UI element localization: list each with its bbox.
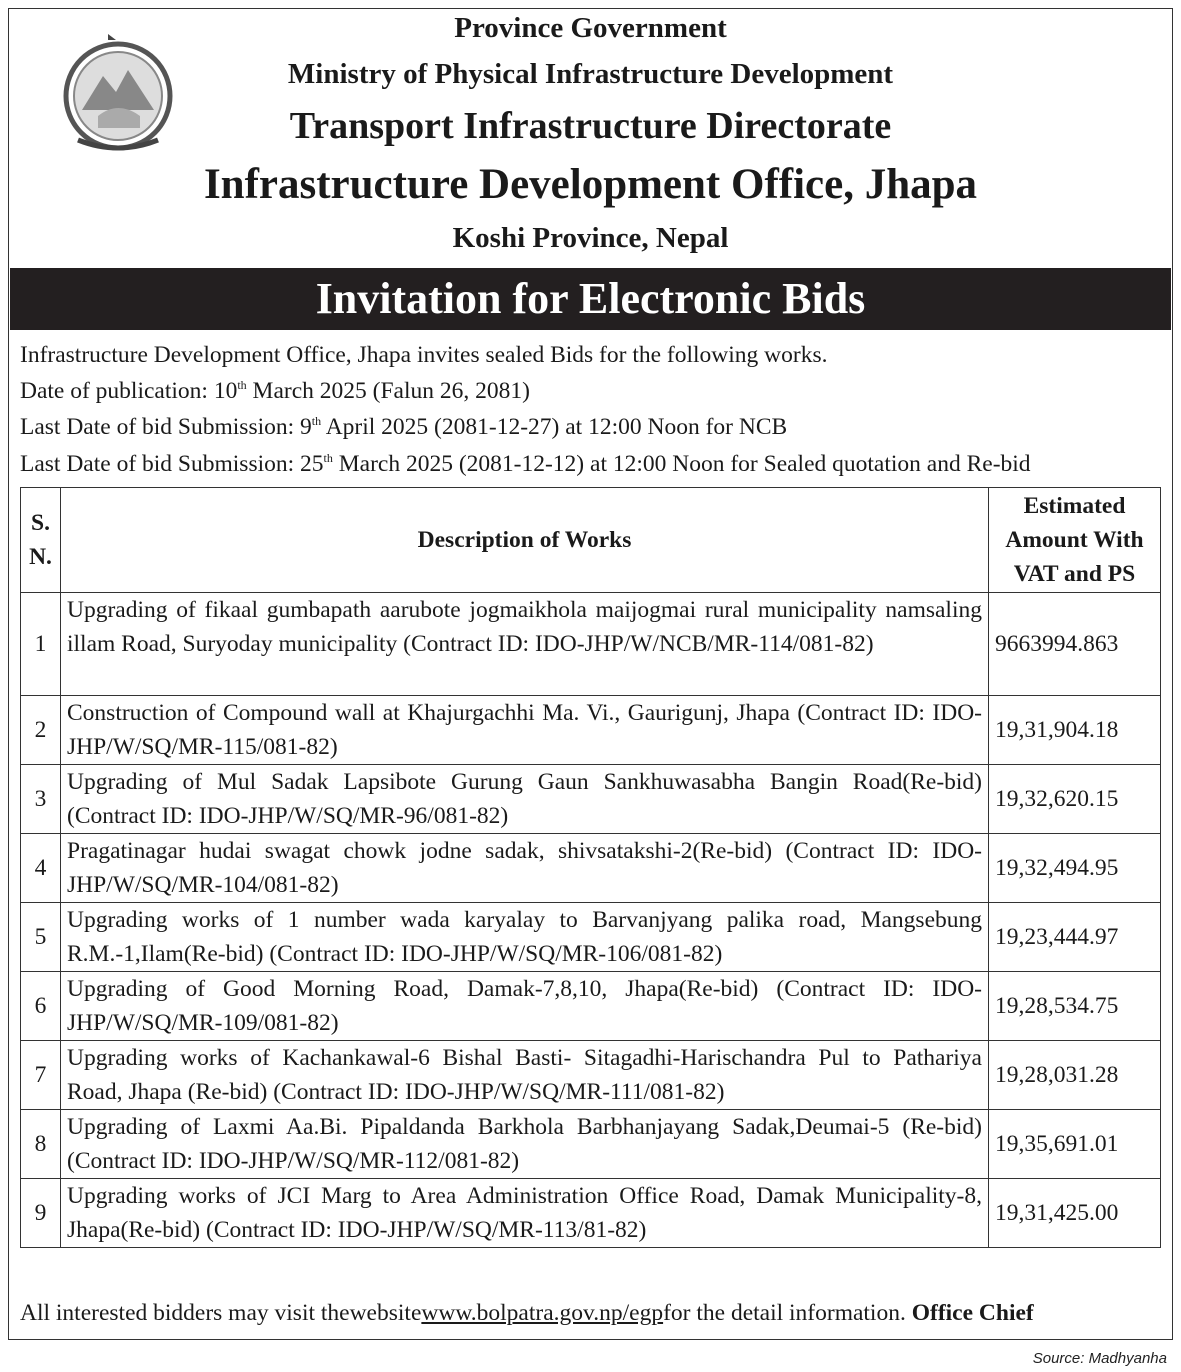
amount-header: Estimated Amount With VAT and PS (989, 488, 1161, 593)
row-sn: 3 (21, 765, 61, 834)
table-row (21, 765, 1161, 834)
row-sn: 4 (21, 834, 61, 903)
ncb-deadline-prefix: Last Date of bid Submission: 9 (20, 414, 312, 440)
row-description: Construction of Compound wall at Khajurgachhi Ma. Vi., Gaurigunj, Jhapa (Contract ID: IDO-JHP/W/SQ/MR-115/081-82) (61, 696, 989, 765)
header-province-government: Province Government (454, 12, 727, 44)
header-office: Infrastructure Development Office, Jhapa (203, 161, 978, 208)
row-amount: 19,31,425.00 (989, 1179, 1161, 1248)
publication-date-suffix: March 2025 (Falun 26, 2081) (246, 378, 530, 404)
row-amount: 19,32,494.95 (989, 834, 1161, 903)
row-description: Upgrading of Good Morning Road, Damak-7,8,10, Jhapa(Re-bid) (Contract ID: IDO-JHP/W/SQ/MR-109/081-82) (61, 972, 989, 1041)
footer-prefix: All interested bidders may visit thewebsite (20, 1300, 422, 1326)
sn-header: S. N. (21, 488, 61, 593)
table-row (21, 1041, 1161, 1110)
sq-deadline-ordinal: th (323, 451, 333, 465)
footer-note (20, 1300, 1034, 1327)
row-sn: 7 (21, 1041, 61, 1110)
row-sn: 6 (21, 972, 61, 1041)
table-row (21, 903, 1161, 972)
row-sn: 2 (21, 696, 61, 765)
row-description: Upgrading works of JCI Marg to Area Administration Office Road, Damak Municipality-8, Jhapa(Re-bid) (Contract ID: IDO-JHP/W/SQ/MR-113/81-82) (61, 1179, 989, 1248)
row-sn: 5 (21, 903, 61, 972)
publication-date-ordinal: th (237, 378, 247, 392)
row-amount: 19,31,904.18 (989, 696, 1161, 765)
row-amount: 19,32,620.15 (989, 765, 1161, 834)
row-description: Upgrading of Laxmi Aa.Bi. Pipaldanda Barkhola Barbhanjayang Sadak,Deumai-5 (Re-bid) (Contract ID: IDO-JHP/W/SQ/MR-112/081-82) (61, 1110, 989, 1179)
bids-table (20, 487, 1161, 1248)
sq-deadline (20, 451, 1031, 478)
row-description: Upgrading of Mul Sadak Lapsibote Gurung Gaun Sankhuwasabha Bangin Road(Re-bid) (Contract ID: IDO-JHP/W/SQ/MR-96/081-82) (61, 765, 989, 834)
office-chief-signature: Office Chief (911, 1300, 1034, 1326)
row-amount: 19,35,691.01 (989, 1110, 1161, 1179)
notice-title-banner: Invitation for Electronic Bids (10, 268, 1171, 330)
ncb-deadline (20, 414, 787, 441)
bolpatra-link[interactable]: www.bolpatra.gov.np/egp (421, 1300, 664, 1326)
table-row (21, 1110, 1161, 1179)
table-row (21, 834, 1161, 903)
header-directorate: Transport Infrastructure Directorate (289, 105, 892, 147)
table-row (21, 1179, 1161, 1248)
intro-invitation: Infrastructure Development Office, Jhapa invites sealed Bids for the following works. (20, 342, 828, 368)
ncb-deadline-ordinal: th (311, 414, 322, 428)
row-description: Upgrading works of 1 number wada karyalay to Barvanjyang palika road, Mangsebung R.M.-1,Ilam(Re-bid) (Contract ID: IDO-JHP/W/SQ/MR-106/081-82) (61, 903, 989, 972)
row-sn: 1 (21, 593, 61, 696)
publication-date (20, 378, 530, 405)
row-amount: 19,28,031.28 (989, 1041, 1161, 1110)
row-description: Upgrading of fikaal gumbapath aarubote jogmaikhola maijogmai rural municipality namsaling illam Road, Suryoday municipality (Contract ID: IDO-JHP/W/NCB/MR-114/081-82) (61, 593, 989, 696)
ncb-deadline-suffix: April 2025 (2081-12-27) at 12:00 Noon for NCB (321, 414, 788, 440)
table-header-row (21, 488, 1161, 593)
table-row (21, 696, 1161, 765)
row-sn: 9 (21, 1179, 61, 1248)
description-header: Description of Works (61, 488, 989, 593)
row-amount: 19,23,444.97 (989, 903, 1161, 972)
table-row (21, 972, 1161, 1041)
sq-deadline-suffix: March 2025 (2081-12-12) at 12:00 Noon for Sealed quotation and Re-bid (332, 451, 1031, 477)
row-amount: 9663994.863 (989, 593, 1161, 696)
footer-suffix: for the detail information. (663, 1300, 912, 1326)
table-row (21, 593, 1161, 696)
publication-date-prefix: Date of publication: 10 (20, 378, 238, 404)
sq-deadline-prefix: Last Date of bid Submission: 25 (20, 451, 324, 477)
row-description: Upgrading works of Kachankawal-6 Bishal Basti- Sitagadhi-Harischandra Pul to Pathariya Road, Jhapa (Re-bid) (Contract ID: IDO-JHP/W/SQ/MR-111/081-82) (61, 1041, 989, 1110)
row-description: Pragatinagar hudai swagat chowk jodne sadak, shivsatakshi-2(Re-bid) (Contract ID: IDO-JHP/W/SQ/MR-104/081-82) (61, 834, 989, 903)
row-amount: 19,28,534.75 (989, 972, 1161, 1041)
header-ministry: Ministry of Physical Infrastructure Development (287, 58, 894, 90)
row-sn: 8 (21, 1110, 61, 1179)
source-credit: Source: Madhyanha (1032, 1350, 1167, 1367)
header-location: Koshi Province, Nepal (452, 222, 729, 254)
